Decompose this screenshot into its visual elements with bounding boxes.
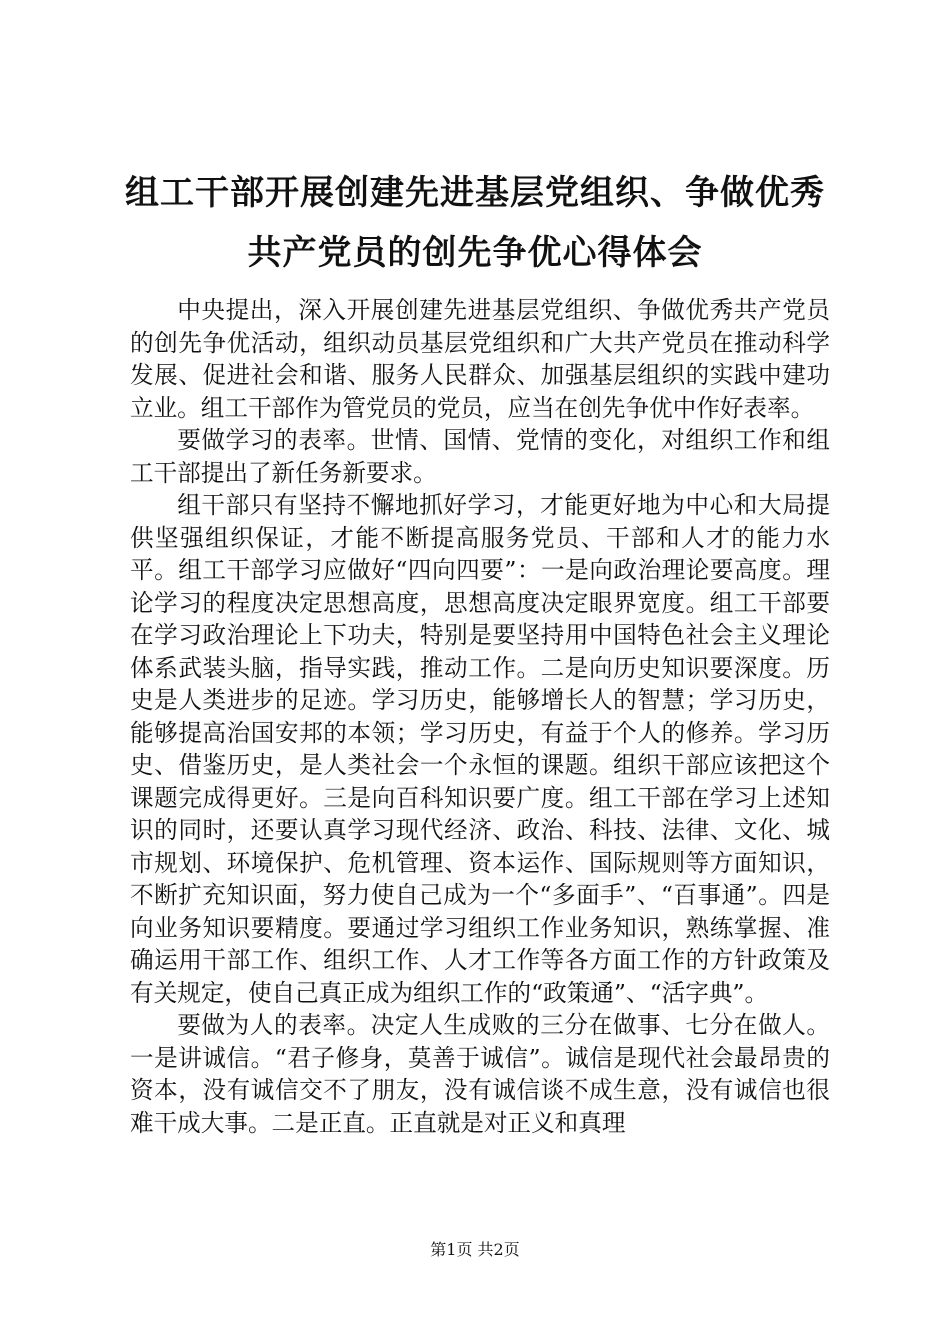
paragraph-2: 要做学习的表率。世情、国情、党情的变化，对组织工作和组工干部提出了新任务新要求。 [130,426,830,487]
title-line-2: 共产党员的创先争优心得体会 [247,233,703,273]
paragraph-4: 要做为人的表率。决定人生成败的三分在做事、七分在做人。一是讲诚信。“君子修身，莫善于诚信”。诚信是现代社会最昂贵的资本，没有诚信交不了朋友，没有诚信谈不成生意，没有诚信也很难干成大事。二是正直。正直就是对正义和真理 [130,1011,830,1137]
document-title [118,163,832,283]
page-footer: 第1页 共2页 [430,1240,520,1259]
paragraph-1: 中央提出，深入开展创建先进基层党组织、争做优秀共产党员的创先争优活动，组织动员基层党组织和广大共产党员在推动科学发展、促进社会和谐、服务人民群众、加强基层组织的实践中建功立业。组工干部作为管党员的党员，应当在创先争优中作好表率。 [130,296,830,422]
paragraph-3: 组干部只有坚持不懈地抓好学习，才能更好地为中心和大局提供坚强组织保证，才能不断提高服务党员、干部和人才的能力水平。组工干部学习应做好“四向四要”：一是向政治理论要高度。理论学习的程度决定思想高度，思想高度决定眼界宽度。组工干部要在学习政治理论上下功夫，特别是要坚持用中国特色社会主义理论体系武装头脑，指导实践，推动工作。二是向历史知识要深度。历史是人类进步的足迹。学习历史，能够增长人的智慧；学习历史，能够提高治国安邦的本领；学习历史，有益于个人的修养。学习历史、借鉴历史，是人类社会一个永恒的课题。组织干部应该把这个课题完成得更好。三是向百科知识要广度。组工干部在学习上述知识的同时，还要认真学习现代经济、政治、科技、法律、文化、城市规划、环境保护、危机管理、资本运作、国际规则等方面知识，不断扩充知识面，努力使自己成为一个“多面手”、“百事通”。四是向业务知识要精度。要通过学习组织工作业务知识，熟练掌握、准确运用干部工作、组织工作、人才工作等各方面工作的方针政策及有关规定，使自己真正成为组织工作的“政策通”、“活字典”。 [130,491,830,1007]
title-line-1: 组工干部开展创建先进基层党组织、争做优秀 [125,173,825,213]
document-body [130,294,830,1139]
